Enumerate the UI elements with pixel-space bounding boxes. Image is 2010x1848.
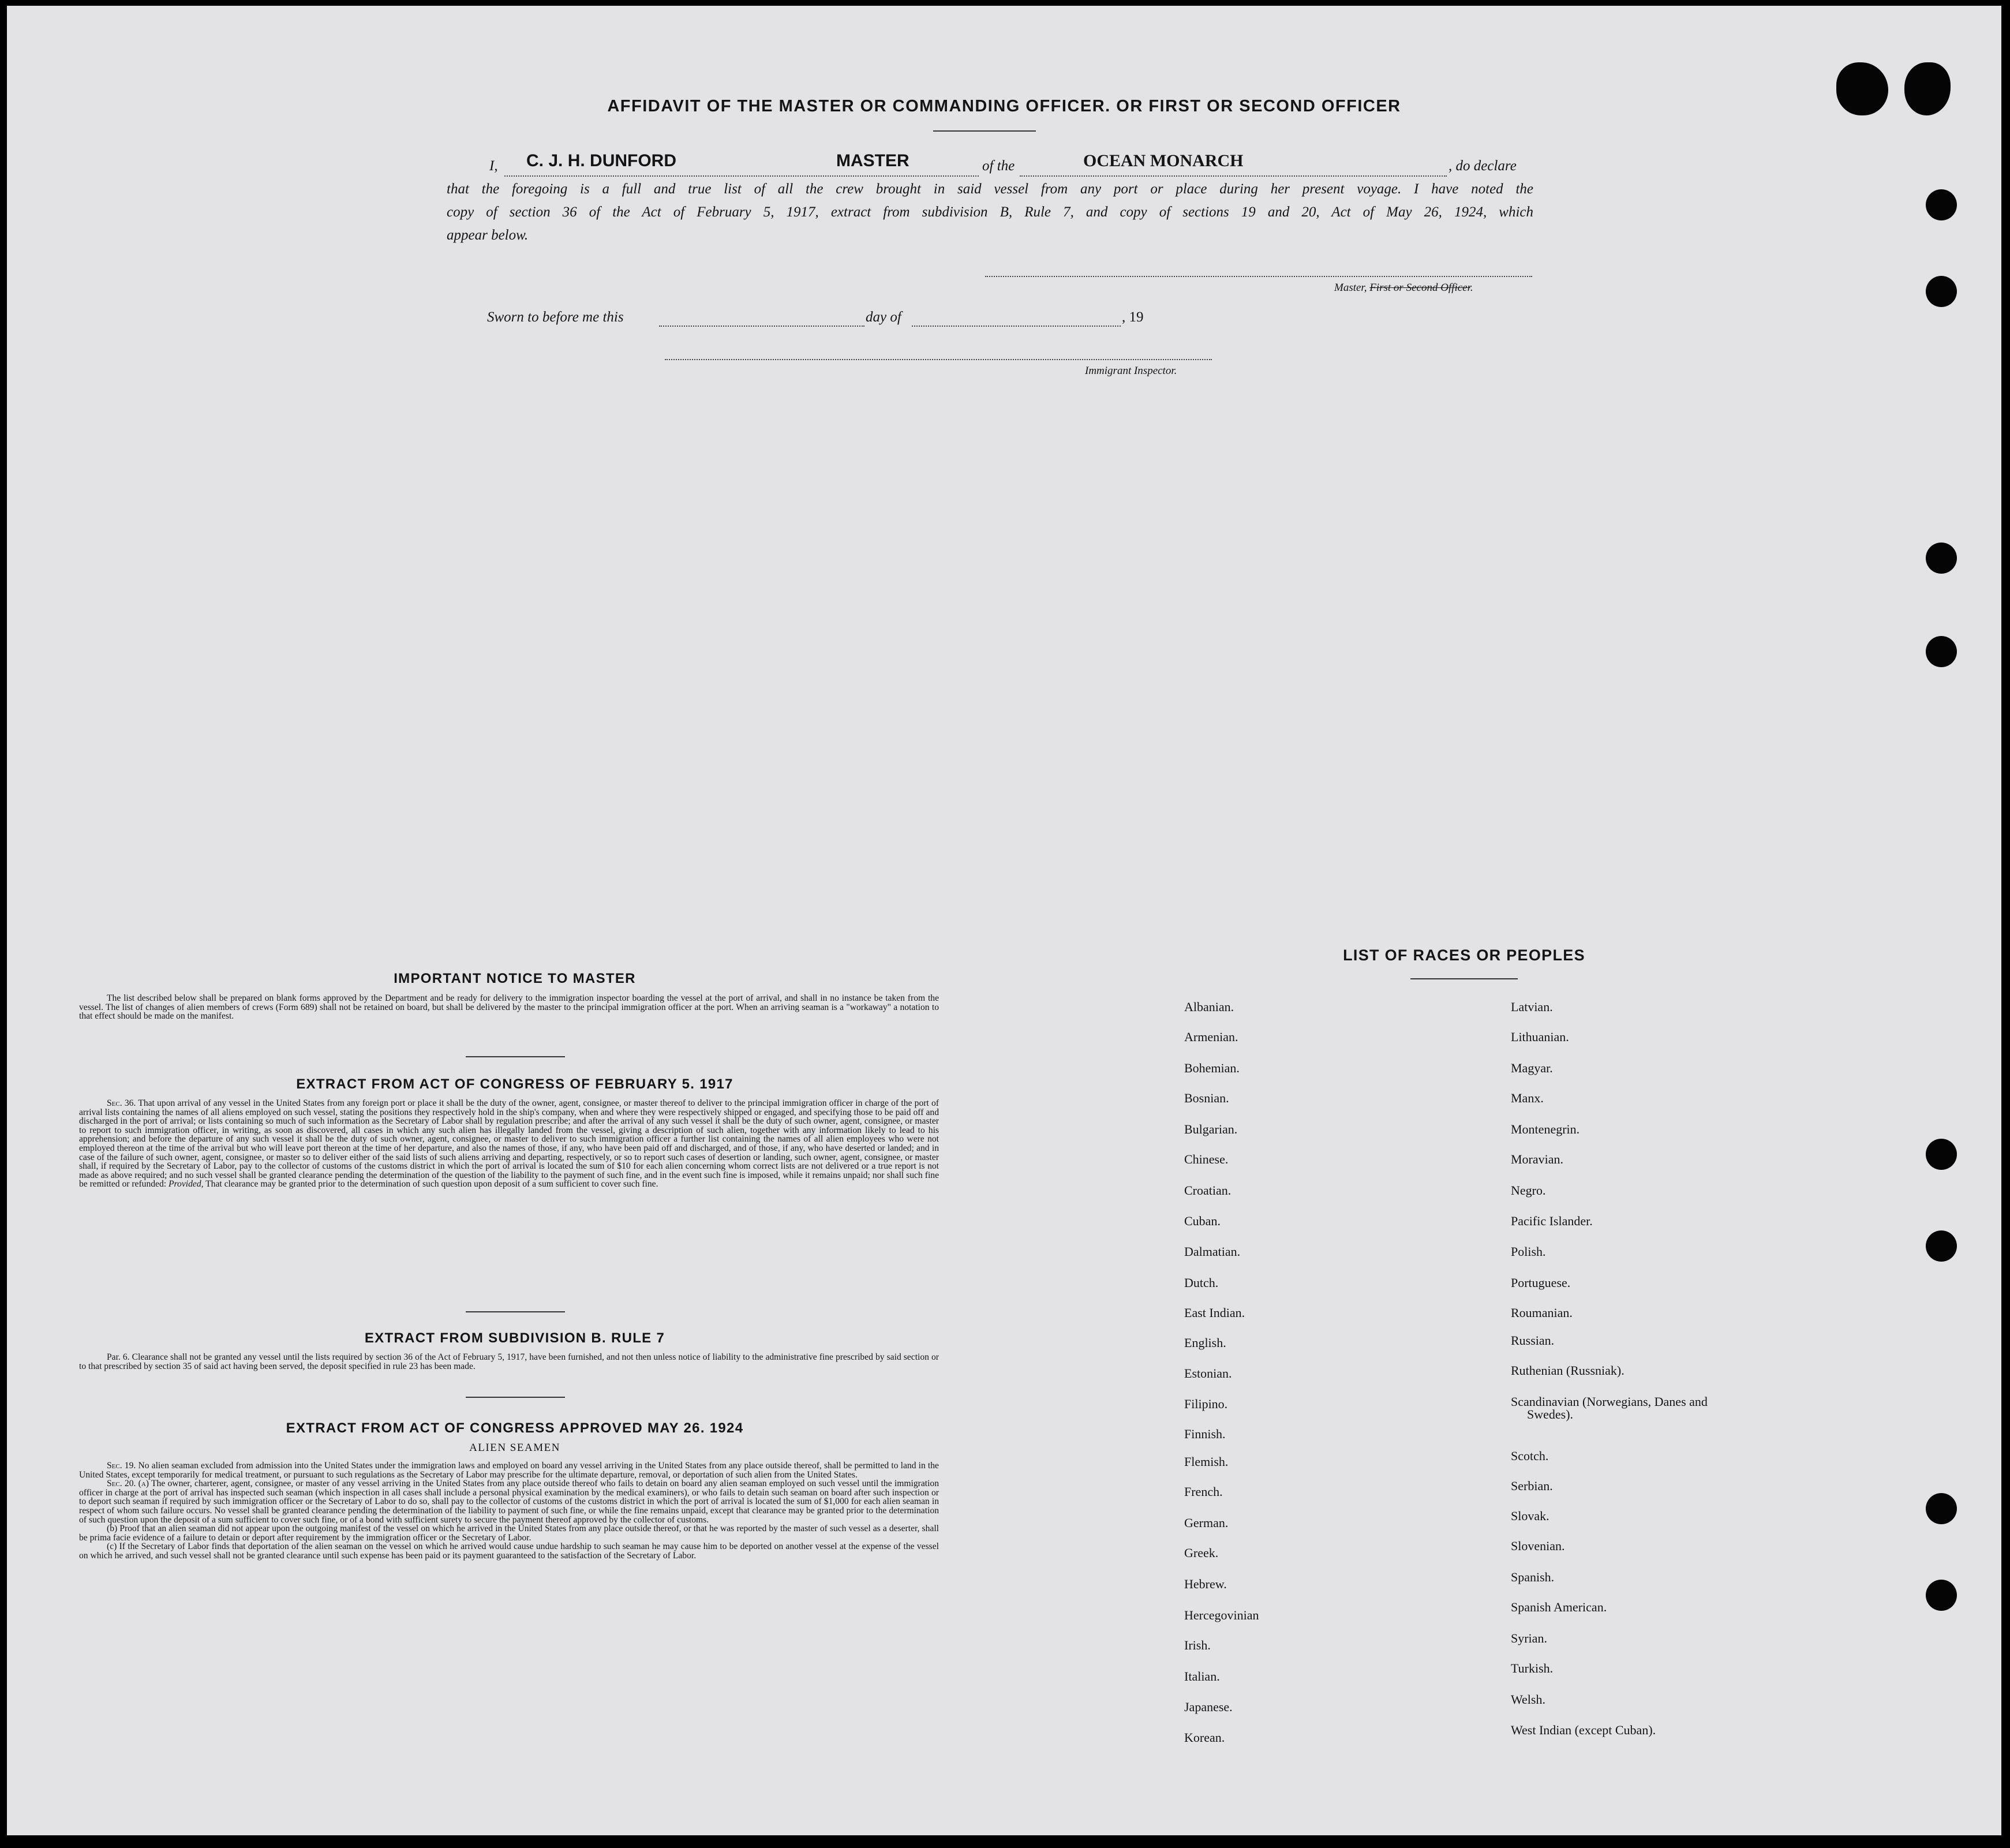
race-item: Chinese. [1184, 1152, 1229, 1166]
inspector-signature-line [665, 359, 1212, 360]
torn-hole [1836, 62, 1888, 115]
race-item: Manx. [1511, 1091, 1544, 1105]
race-item: Finnish. [1184, 1427, 1226, 1441]
struck-officer-caption: First or Second Officer [1369, 282, 1470, 294]
binder-hole [1926, 1139, 1957, 1170]
binder-hole [1926, 276, 1957, 307]
race-item: Korean. [1184, 1730, 1225, 1745]
binder-hole [1926, 636, 1957, 667]
race-item: West Indian (except Cuban). [1511, 1723, 1656, 1737]
section-36-paragraph [79, 1099, 939, 1189]
race-item: Bulgarian. [1184, 1122, 1238, 1136]
extract-1917-title: EXTRACT FROM ACT OF CONGRESS OF FEBRUARY 5. 1917 [296, 1076, 733, 1092]
section-36-label: Sec. 36. [107, 1098, 136, 1108]
race-item: Pacific Islander. [1511, 1214, 1593, 1228]
caption-period: . [1470, 282, 1473, 294]
race-item: Slovak. [1511, 1509, 1549, 1523]
vessel-name: OCEAN MONARCH [1083, 151, 1244, 170]
year-label: , 19 [1122, 309, 1144, 325]
day-of-label: day of [866, 309, 901, 325]
race-item: Spanish American. [1511, 1600, 1607, 1614]
divider [466, 1397, 565, 1398]
race-item: Cuban. [1184, 1214, 1221, 1228]
rule-7-text [79, 1353, 939, 1371]
race-item: Magyar. [1511, 1061, 1553, 1075]
race-item: Negro. [1511, 1183, 1546, 1198]
race-item: Irish. [1184, 1638, 1211, 1652]
inspector-caption: Immigrant Inspector. [1085, 365, 1177, 377]
sworn-label: Sworn to before me this [487, 309, 624, 325]
section-19-text: No alien seaman excluded from admission into the United States under the immigration laws and employed on board any vessel arriving in the United States from any place outside thereof, shall be permitted to land in the United States, except temporarily for medical treatment, or pursuant to such regulations as the Secretary of Labor may prescribe for the ultimate departure, removal, or deportation of such alien from the United States. [79, 1461, 939, 1480]
section-20a-text: The owner, charterer, agent, consignee, or master of any vessel arriving in the United States from any place outside thereof who fails to detain on board any alien seaman employed on such vessel until the immigration officer in charge at the port of arrival has inspected such seaman (which inspection in all cases shall include a personal physical examination by the medical examiners), or who fails to detain such seaman on board after such inspection or to deport such seaman if required by such immigration officer or the Secretary of Labor to do so, shall pay to the collector of customs of the customs district in which the port of arrival is located the sum of $1,000 for each alien seaman in respect of whom such failure occurs. No vessel shall be granted clearance pending the determination of the liability to payment of such fine, or while the fine remains unpaid, except that clearance may be granted prior to the determination of such question upon the deposit of a sum sufficient to cover such fine, or of a bond with sufficient surety to secure the payment thereof approved by the collector of customs. [79, 1479, 939, 1525]
notice-paragraph: The list described below shall be prepared on blank forms approved by the Department and be ready for delivery to the immigration inspector boarding the vessel at the port of arrival, and shall in no instance be taken from the vessel. The list of changes of alien members of crews (Form 689) shall not be retained on board, but shall be delivered by the master to the principal immigration officer at the port. When an arriving seaman is a "workaway" a notation to that effect should be made on the manifest. [79, 993, 939, 1022]
race-item: Filipino. [1184, 1397, 1228, 1411]
sworn-day-field [659, 306, 864, 327]
section-20c-paragraph: (c) If the Secretary of Labor finds that deportation of the alien seaman on the vessel on which he arrived would cause undue hardship to such seaman he may cause him to be deported on another vessel at the expense of the vessel on which he arrived, and such vessel shall not be granted clearance until such expense has been paid or its payment guaranteed to the satisfaction of the Secretary of Labor. [79, 1542, 939, 1561]
divider [466, 1311, 565, 1312]
races-column-2 [1511, 6, 1834, 1835]
divider [466, 1056, 565, 1057]
race-item: Estonian. [1184, 1366, 1232, 1381]
race-item: Welsh. [1511, 1692, 1545, 1707]
of-the-label: of the [982, 158, 1015, 174]
race-item: Albanian. [1184, 1000, 1234, 1014]
section-20a-paragraph [79, 1479, 939, 1524]
race-item: Dutch. [1184, 1275, 1219, 1290]
race-item: Turkish. [1511, 1661, 1554, 1675]
race-item: Portuguese. [1511, 1275, 1571, 1290]
rule-7-title: EXTRACT FROM SUBDIVISION B. RULE 7 [364, 1330, 665, 1346]
race-item: Ruthenian (Russniak). [1511, 1363, 1625, 1378]
race-item: Dalmatian. [1184, 1244, 1241, 1259]
extract-1917-text [79, 1099, 939, 1189]
declaration-line-4: appear below. [447, 227, 529, 243]
binder-hole [1926, 189, 1957, 220]
master-name: C. J. H. DUNFORD [526, 151, 677, 170]
race-item: Croatian. [1184, 1183, 1232, 1198]
race-item: Hebrew. [1184, 1577, 1227, 1591]
race-item: English. [1184, 1336, 1226, 1350]
section-20b-paragraph: (b) Proof that an alien seaman did not appear upon the outgoing manifest of the vessel on which he arrived in the United States from any place outside thereof, or that he was reported by the master of such vessel as a deserter, shall be prima facie evidence of a failure to detain or deport after requirement by the immigration officer or the Secretary of Labor. [79, 1524, 939, 1543]
notice-title: IMPORTANT NOTICE TO MASTER [394, 971, 636, 986]
sworn-month-field [912, 306, 1121, 327]
race-item: Bosnian. [1184, 1091, 1229, 1105]
race-item: Spanish. [1511, 1570, 1555, 1584]
race-item: Bohemian. [1184, 1061, 1240, 1075]
race-item: Latvian. [1511, 1000, 1553, 1014]
race-item: Flemish. [1184, 1454, 1229, 1469]
race-item: Japanese. [1184, 1700, 1233, 1714]
divider [933, 130, 1036, 132]
extract-1924-title: EXTRACT FROM ACT OF CONGRESS APPROVED MAY 26. 1924 [286, 1420, 744, 1436]
races-column-1 [1184, 6, 1473, 1835]
race-item: German. [1184, 1516, 1229, 1530]
race-item: Serbian. [1511, 1479, 1553, 1493]
master-rank: MASTER [836, 151, 909, 170]
race-item: Syrian. [1511, 1631, 1547, 1645]
declaration-line-2: that the foregoing is a full and true list of all the crew brought in said vessel from any port or place during her present voyage. I have noted the [447, 181, 1533, 197]
race-item: Greek. [1184, 1546, 1219, 1560]
binder-hole [1926, 1230, 1957, 1262]
races-title: LIST OF RACES OR PEOPLES [1343, 947, 1585, 964]
affidavit-title: AFFIDAVIT OF THE MASTER OR COMMANDING OFFICER. OR FIRST OR SECOND OFFICER [607, 97, 1401, 115]
section-20-label: Sec. 20. (a) [107, 1479, 149, 1489]
binder-hole [1926, 543, 1957, 574]
race-item: Hercegovinian [1184, 1608, 1259, 1622]
section-19-label: Sec. 19. [107, 1461, 136, 1471]
race-item: Slovenian. [1511, 1539, 1565, 1553]
form-sheet [7, 6, 2001, 1835]
race-item: Italian. [1184, 1669, 1220, 1684]
race-item: Roumanian. [1511, 1305, 1573, 1320]
proviso-label: Provided, [169, 1179, 204, 1189]
binder-hole [1926, 1493, 1957, 1524]
extract-1924-text [79, 1461, 939, 1561]
race-item: Moravian. [1511, 1152, 1564, 1166]
race-item: Montenegrin. [1511, 1122, 1580, 1136]
declaration-line-3: copy of section 36 of the Act of February 5, 1917, extract from subdivision B, Rule 7, and copy of sections 19 and 20, Act of May 26, 1924, which [447, 204, 1533, 220]
do-declare: , do declare [1448, 158, 1517, 174]
race-item: Lithuanian. [1511, 1030, 1569, 1044]
race-item: Polish. [1511, 1244, 1546, 1259]
section-36-text: That upon arrival of any vessel in the United States from any foreign port or place it shall be the duty of the owner, agent, consignee, or master thereof to deliver to the principal immigration officer in charge of the port of arrival lists containing the names of all aliens employed on such vessel, stating the positions they respectively hold in the ship's company, when and where they were respectively shipped or engaged, and specifying those to be paid off and discharged in the port of arrival; or lists containing so much of such information as the Secretary of Labor shall by regulation prescribe; and after the arrival of any such vessel it shall be the duty of such owner, agent, consignee, or master to report to such immigration officer, in writing, as soon as discovered, all cases in which any such alien has illegally landed from the vessel, giving a description of such alien, together with any information likely to lead to his apprehension; and before the departure of any such vessel it shall be the duty of such owner, agent, consignee, or master to deliver to such immigration officer a further list containing the names of all alien employees who were not employed thereon at the time of the arrival but who will leave port thereon at the time of her departure, and also the names of those, if any, who have been paid off and discharged, and of those, if any, who have deserted or landed; and in case of the failure of such owner, agent, consignee, or master so to deliver either of the said lists of such aliens arriving and departing, respectively, or so to report such cases of desertion or landing, such owner, agent, consignee, or master shall, if required by the Secretary of Labor, pay to the collector of customs of the customs district in which the port of arrival is located the sum of $10 for each alien concerning whom correct lists are not delivered or a true report is not made as above required; and no such vessel shall be granted clearance pending the determination of the question of the liability to the payment of such fine, and in the event such fine is imposed, while it remains unpaid; nor shall such fine be remitted or refunded: [79, 1098, 939, 1189]
proviso-text: That clearance may be granted prior to the determination of such question upon deposit of a sum sufficient to cover such fine. [205, 1179, 658, 1189]
i-label: I, [489, 158, 498, 174]
alien-seamen-subtitle: ALIEN SEAMEN [469, 1442, 560, 1454]
binder-hole [1926, 1580, 1957, 1611]
race-item: Scotch. [1511, 1449, 1549, 1463]
master-caption: Master, [1334, 282, 1367, 294]
section-19-paragraph [79, 1461, 939, 1479]
race-item: Armenian. [1184, 1030, 1238, 1044]
race-item: Scandinavian (Norwegians, Danes and Swedes). [1511, 1394, 1708, 1421]
notice-text [79, 994, 939, 1021]
race-item: French. [1184, 1484, 1223, 1499]
race-item: Russian. [1511, 1333, 1555, 1348]
rule-7-paragraph: Par. 6. Clearance shall not be granted any vessel until the lists required by section 36 of the Act of February 5, 1917, have been furnished, and not then unless notice of liability to the administrative fine prescribed by said section or to that prescribed by section 35 of said act having been served, the deposit specified in rule 23 has been made. [79, 1352, 939, 1371]
race-item: East Indian. [1184, 1305, 1245, 1320]
